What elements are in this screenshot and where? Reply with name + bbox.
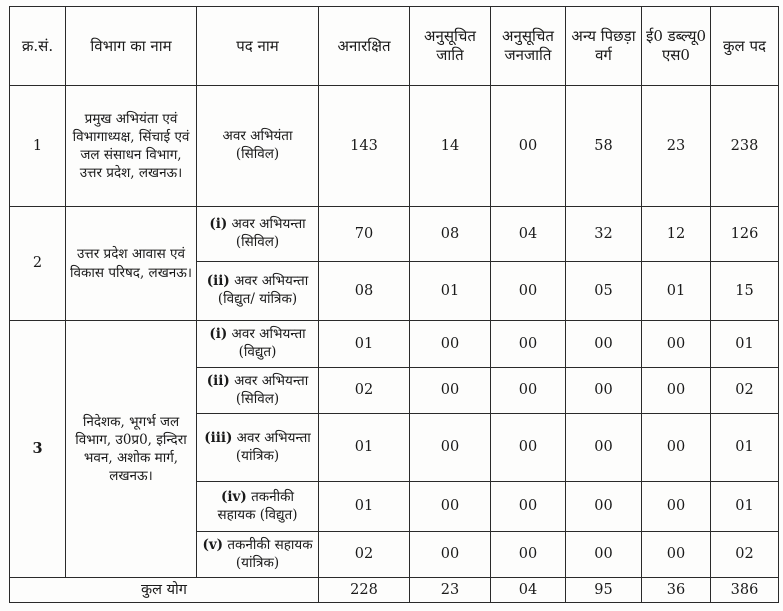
- unreserved-cell: 02: [319, 368, 410, 414]
- ews-cell: 00: [642, 414, 711, 482]
- header-ews: ई0 डब्ल्यू0 एस0: [642, 7, 711, 86]
- sc-cell: 00: [410, 368, 491, 414]
- total-st: 04: [491, 578, 566, 603]
- st-cell: 00: [491, 262, 566, 321]
- total-cell: 01: [711, 482, 779, 532]
- obc-cell: 00: [566, 532, 642, 578]
- sc-cell: 00: [410, 321, 491, 368]
- header-sc: अनुसूचित जाति: [410, 7, 491, 86]
- post-name: अवर अभियन्ता (विद्युत/ यांत्रिक): [217, 273, 309, 307]
- post-cell: [197, 532, 319, 578]
- obc-cell: 00: [566, 321, 642, 368]
- ews-cell: 01: [642, 262, 711, 321]
- total-cell: 01: [711, 414, 779, 482]
- department-cell: उत्तर प्रदेश आवास एवं विकास परिषद, लखनऊ।: [66, 207, 197, 321]
- post-cell: [197, 207, 319, 262]
- header-serial: क्र.सं.: [10, 7, 66, 86]
- serial-cell: 3: [10, 321, 66, 578]
- post-cell: [197, 368, 319, 414]
- table-row: [10, 321, 779, 368]
- obc-cell: 32: [566, 207, 642, 262]
- post-name: तकनीकी सहायक (यांत्रिक): [227, 536, 313, 571]
- post-prefix: (iv): [221, 488, 247, 505]
- ews-cell: 00: [642, 368, 711, 414]
- table-row: [10, 86, 779, 207]
- ews-cell: 00: [642, 321, 711, 368]
- total-cell: 238: [711, 86, 779, 207]
- post-prefix: (i): [209, 216, 228, 233]
- total-cell: 15: [711, 262, 779, 321]
- header-unreserved: अनारक्षित: [319, 7, 410, 86]
- unreserved-cell: 01: [319, 321, 410, 368]
- obc-cell: 58: [566, 86, 642, 207]
- post-cell: [197, 482, 319, 532]
- serial-cell: 2: [10, 207, 66, 321]
- obc-cell: 00: [566, 368, 642, 414]
- ews-cell: 00: [642, 532, 711, 578]
- vacancy-table: [9, 6, 779, 603]
- ews-cell: 12: [642, 207, 711, 262]
- total-cell: 126: [711, 207, 779, 262]
- unreserved-cell: 70: [319, 207, 410, 262]
- sc-cell: 14: [410, 86, 491, 207]
- header-obc: अन्य पिछड़ा वर्ग: [566, 7, 642, 86]
- post-cell: [197, 262, 319, 321]
- header-post: पद नाम: [197, 7, 319, 86]
- st-cell: 00: [491, 321, 566, 368]
- st-cell: 00: [491, 482, 566, 532]
- post-prefix: (i): [209, 326, 228, 343]
- ews-cell: 00: [642, 482, 711, 532]
- obc-cell: 00: [566, 482, 642, 532]
- unreserved-cell: 01: [319, 414, 410, 482]
- obc-cell: 00: [566, 414, 642, 482]
- post-name: तकनीकी सहायक (विद्युत): [217, 488, 298, 523]
- post-prefix: (ii): [206, 372, 230, 389]
- total-ews: 36: [642, 578, 711, 603]
- total-obc: 95: [566, 578, 642, 603]
- post-prefix: (ii): [206, 273, 230, 290]
- post-prefix: (iii): [204, 429, 233, 446]
- sc-cell: 08: [410, 207, 491, 262]
- st-cell: 00: [491, 368, 566, 414]
- post-name: अवर अभियन्ता (विद्युत): [231, 326, 306, 360]
- department-cell: निदेशक, भूगर्भ जल विभाग, उ0प्र0, इन्दिरा भवन, अशोक मार्ग, लखनऊ।: [66, 321, 197, 578]
- header-row: [10, 7, 779, 86]
- post-name: अवर अभियंता (सिविल): [222, 128, 293, 162]
- total-cell: 02: [711, 368, 779, 414]
- total-cell: 01: [711, 321, 779, 368]
- post-cell: [197, 321, 319, 368]
- total-all: 386: [711, 578, 779, 603]
- total-cell: 02: [711, 532, 779, 578]
- header-total: कुल पद: [711, 7, 779, 86]
- sc-cell: 01: [410, 262, 491, 321]
- post-name: अवर अभियन्ता (सिविल): [234, 372, 309, 407]
- unreserved-cell: 08: [319, 262, 410, 321]
- st-cell: 00: [491, 414, 566, 482]
- post-cell: [197, 414, 319, 482]
- sc-cell: 00: [410, 532, 491, 578]
- department-cell: प्रमुख अभियंता एवं विभागाध्यक्ष, सिंचाई एवं जल संसाधन विभाग, उत्तर प्रदेश, लखनऊ।: [66, 86, 197, 207]
- unreserved-cell: 02: [319, 532, 410, 578]
- post-prefix: (v): [202, 536, 224, 553]
- ews-cell: 23: [642, 86, 711, 207]
- page-top-edge: [0, 0, 783, 6]
- total-sc: 23: [410, 578, 491, 603]
- st-cell: 04: [491, 207, 566, 262]
- sc-cell: 00: [410, 414, 491, 482]
- total-unreserved: 228: [319, 578, 410, 603]
- st-cell: 00: [491, 532, 566, 578]
- obc-cell: 05: [566, 262, 642, 321]
- header-department: विभाग का नाम: [66, 7, 197, 86]
- header-st: अनुसूचित जनजाति: [491, 7, 566, 86]
- st-cell: 00: [491, 86, 566, 207]
- post-name: अवर अभियन्ता (यांत्रिक): [235, 429, 311, 464]
- sc-cell: 00: [410, 482, 491, 532]
- post-cell: [197, 86, 319, 207]
- totals-row: [10, 578, 779, 603]
- unreserved-cell: 01: [319, 482, 410, 532]
- table-row: [10, 207, 779, 262]
- unreserved-cell: 143: [319, 86, 410, 207]
- totals-label: कुल योग: [10, 578, 319, 603]
- post-name: अवर अभियन्ता (सिविल): [231, 216, 306, 250]
- serial-cell: 1: [10, 86, 66, 207]
